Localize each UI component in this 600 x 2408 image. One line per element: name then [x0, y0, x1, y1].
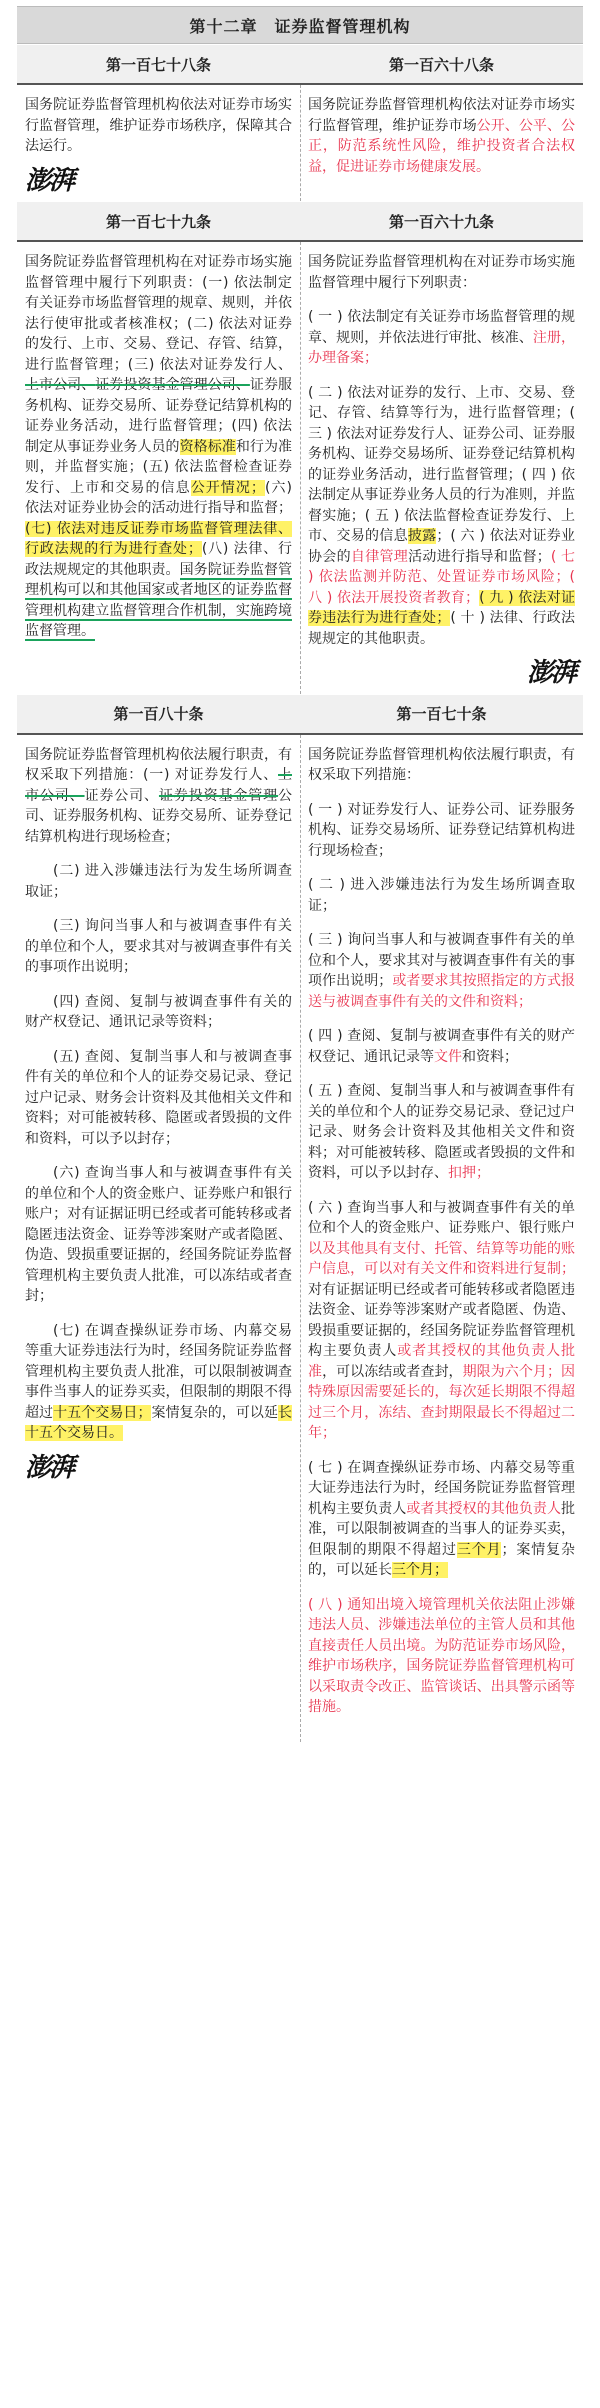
- added-text: ( 八 ) 通知出境入境管理机关依法阻止涉嫌违法人员、涉嫌违法单位的主管人员和其他直接责任人员出境。为防范证券市场风险，维护市场秩序，国务院证券监督管理机构可以采取责令改正、监管谈话、出具警示函等措施。: [308, 1596, 575, 1715]
- left-text: (六) 查询当事人和与被调查事件有关的单位和个人的资金账户、证券账户和银行账户；对有证据证明已经或者可能转移或者隐匿违法资金、证券等涉案财产或者隐匿、伪造、毁损重要证据的，经国务院证券监督管理机构主要负责人批准，可以冻结或者查封；: [25, 1165, 292, 1304]
- thepaper-logo: 澎湃: [526, 658, 575, 688]
- highlight-text: (七) 依法对违反证券市场监督管理法律、行政法规的行为进行查处；: [25, 520, 292, 557]
- added-text: 期限为六个月；因特殊原因需要延长的，每次延长期限不得超过三个月，冻结、查封期限最长不得超过二年；: [308, 1363, 576, 1441]
- highlight-text: 资格标准: [179, 438, 236, 455]
- section-header-179: [17, 201, 583, 242]
- added-text: 或者要求其按照指定的方式报送与被调查事件有关的文件和资料；: [308, 973, 576, 1010]
- thepaper-logo: 澎湃: [25, 1452, 74, 1483]
- deleted-text: 上市公司、: [25, 767, 292, 804]
- left-article-header: 第一百七十八条: [105, 55, 211, 74]
- left-cell: [17, 735, 300, 1742]
- right-text: 国务院证券监督管理机构依法对证券市场实行监督管理，维护证券市场公开、公平、公正，防范系统性风险，维护投资者合法权益，促进证券市场健康发展。: [308, 97, 576, 175]
- left-text: (五) 查阅、复制当事人和与被调查事件有关的单位和个人的证券交易记录、登记过户记录、财务会计资料及其他相关文件和资料；对可能被转移、隐匿或者毁损的文件和资料，可以予以封存；: [25, 1048, 292, 1147]
- highlight-text: 十五个交易日；: [53, 1404, 152, 1421]
- added-text: 以及其他具有支付、托管、结算等功能的账户信息，可以对有关文件和资料进行复制；: [308, 1240, 575, 1277]
- right-text: ( 二 ) 进入涉嫌违法行为发生场所调查取证；: [308, 877, 575, 914]
- right-text: ( 三 ) 询问当事人和与被调查事件有关的单位和个人，要求其对与被调查事件有关的事项作出说明；或者要求其按照指定的方式报送与被调查事件有关的文件和资料；: [308, 932, 576, 1010]
- left-text: 国务院证券监督管理机构依法履行职责，有权采取下列措施：(一) 对证券发行人、上市公司、证券公司、证券投资基金管理公司、证券服务机构、证券交易所、证券登记结算机构进行现场检查；: [25, 746, 293, 845]
- right-text: ( 一 ) 依法制定有关证券市场监督管理的规章、规则，并依法进行审批、核准、注册，办理备案；: [308, 309, 576, 366]
- right-cell: [300, 242, 583, 694]
- left-text: (四) 查阅、复制与被调查事件有关的财产权登记、通讯记录等资料；: [25, 993, 292, 1030]
- right-text: ( 五 ) 查阅、复制当事人和与被调查事件有关的单位和个人的证券交易记录、登记过户记录、财务会计资料及其他相关文件和资料；对可能被转移、隐匿或者毁损的文件和资料，可以予以封存、扣押；: [308, 1083, 575, 1181]
- chapter-title: 第十二章 证券监督管理机构: [17, 6, 583, 44]
- right-text: 国务院证券监督管理机构在对证券市场实施监督管理中履行下列职责：: [308, 254, 575, 291]
- added-text: 公开、公平、公正，防范系统性风险，维护投资者合法权益，促进证券市场健康发展。: [308, 117, 576, 175]
- section-row-178: [17, 85, 583, 201]
- left-text: 国务院证券监督管理机构依法对证券市场实行监督管理，维护证券市场秩序，保障其合法运行。: [25, 97, 292, 154]
- added-text: ( 七 ) 依法监测并防范、处置证券市场风险；( 八 ) 依法开展投资者教育；: [308, 548, 576, 606]
- left-article-header: 第一百八十条: [113, 705, 204, 723]
- added-text: 或者其授权的其他负责人批准: [308, 1343, 576, 1380]
- deleted-text: 证券投资基金管理公司、: [95, 377, 250, 393]
- highlight-text: 长十五个交易日。: [25, 1404, 293, 1441]
- left-text: (七) 在调查操纵证券市场、内幕交易等重大证券违法行为时，经国务院证券监督管理机构主要负责人批准，可以限制被调查事件当事人的证券买卖，但限制的期限不得超过十五个交易日；案情复杂的，可以延长十五个交易日。: [25, 1322, 293, 1441]
- highlight-text: 公开情况；: [190, 479, 265, 496]
- added-text: 扣押；: [448, 1165, 490, 1181]
- section-header-180: [17, 694, 583, 735]
- deleted-text: 证券投资基金管理: [158, 787, 279, 804]
- deleted-text: 上市公司、: [25, 377, 96, 393]
- highlight-text: 披露: [407, 528, 437, 544]
- added-text: 注册，办理备案；: [308, 329, 576, 366]
- added-text: 自律管理: [350, 548, 409, 565]
- right-text: ( 四 ) 查阅、复制与被调查事件有关的财产权登记、通讯记录等文件和资料；: [308, 1028, 575, 1065]
- added-text: 或者其授权的其他负责人: [406, 1500, 562, 1517]
- left-article-header: 第一百七十九条: [105, 212, 211, 231]
- comparison-table: [17, 6, 583, 1742]
- right-text: ( 六 ) 查询当事人和与被调查事件有关的单位和个人的资金账户、证券账户、银行账户以及其他具有支付、托管、结算等功能的账户信息，可以对有关文件和资料进行复制；对有证据证明已经或者可能转移或者隐匿违法资金、证券等涉案财产或者隐匿、伪造、毁损重要证据的，经国务院证券监督管理机构主要负责人或者其授权的其他负责人批准，可以冻结或者查封，期限为六个月；因特殊原因需要延长的，每次延长期限不得超过三个月，冻结、查封期限最长不得超过二年；: [308, 1199, 576, 1441]
- section-row-179: [17, 242, 583, 694]
- highlight-text: 三个月: [456, 1541, 502, 1558]
- thepaper-logo: 澎湃: [25, 165, 74, 196]
- right-cell: [300, 85, 583, 201]
- left-text: 国务院证券监督管理机构在对证券市场实施监督管理中履行下列职责：(一) 依法制定有关证券市场监督管理的规章、规则，并依法行使审批或者核准权；(二) 依法对证券的发行、上市、交易、登记、存管、结算，进行监督管理；(三) 依法对证券发行人、上市公司、证券投资基金管理公司、证券服务机构、证券交易所、证券登记结算机构的证券业务活动，进行监督管理；(四) 依法制定从事证券业务人员的资格标准和行为准则，并监督实施；(五) 依法监督检查证券发行、上市和交易的信息公开情况；(六) 依法对证券业协会的活动进行指导和监督；(七) 依法对违反证券市场监督管理法律、行政法规的行为进行查处；(八) 法律、行政法规规定的其他职责。国务院证券监督管理机构可以和其他国家或者地区的证券监督管理机构建立监督管理合作机制，实施跨境监督管理。: [25, 254, 293, 639]
- highlight-text: 三个月；: [392, 1562, 448, 1578]
- highlight-text: ( 九 ) 依法对证券违法行为进行查处；: [308, 589, 575, 626]
- right-text: ( 七 ) 在调查操纵证券市场、内幕交易等重大证券违法行为时，经国务院证券监督管理机构主要负责人或者其授权的其他负责人批准，可以限制被调查的当事人的证券买卖，但限制的期限不得超过三个月；案情复杂的，可以延长三个月；: [308, 1459, 576, 1578]
- section-header-178: [17, 44, 583, 85]
- section-row-180: [17, 735, 583, 1742]
- right-article-header: 第一百六十九条: [388, 212, 494, 231]
- left-text: (三) 询问当事人和与被调查事件有关的单位和个人，要求其对与被调查事件有关的事项作出说明；: [25, 918, 292, 975]
- left-cell: [17, 242, 300, 694]
- right-article-header: 第一百六十八条: [388, 55, 494, 74]
- right-text: 国务院证券监督管理机构依法履行职责，有权采取下列措施：: [308, 746, 575, 783]
- underlined-text: 国务院证券监督管理机构可以和其他国家或者地区的证券监督管理机构建立监督管理合作机制，实施跨境监督管理。: [25, 561, 293, 639]
- right-article-header: 第一百七十条: [396, 705, 487, 723]
- right-text: ( 二 ) 依法对证券的发行、上市、交易、登记、存管、结算等行为，进行监督管理；( 三 ) 依法对证券发行人、证券公司、证券服务机构、证券交易场所、证券登记结算机构的证券业务活动，进行监督管理；( 四 ) 依法制定从事证券业务人员的行为准则，并监督实施；( 五 ) 依法监督检查证券发行、上市、交易的信息披露；( 六 ) 依法对证券业协会的自律管理活动进行指导和监督；( 七 ) 依法监测并防范、处置证券市场风险；( 八 ) 依法开展投资者教育；( 九 ) 依法对证券违法行为进行查处；( 十 ) 法律、行政法规规定的其他职责。: [308, 384, 576, 647]
- left-text: (二) 进入涉嫌违法行为发生场所调查取证；: [25, 863, 292, 900]
- right-text: ( 一 ) 对证券发行人、证券公司、证券服务机构、证券交易场所、证券登记结算机构进行现场检查；: [308, 801, 575, 859]
- left-cell: [17, 85, 300, 201]
- right-cell: [300, 735, 583, 1742]
- added-text: 文件: [434, 1048, 462, 1065]
